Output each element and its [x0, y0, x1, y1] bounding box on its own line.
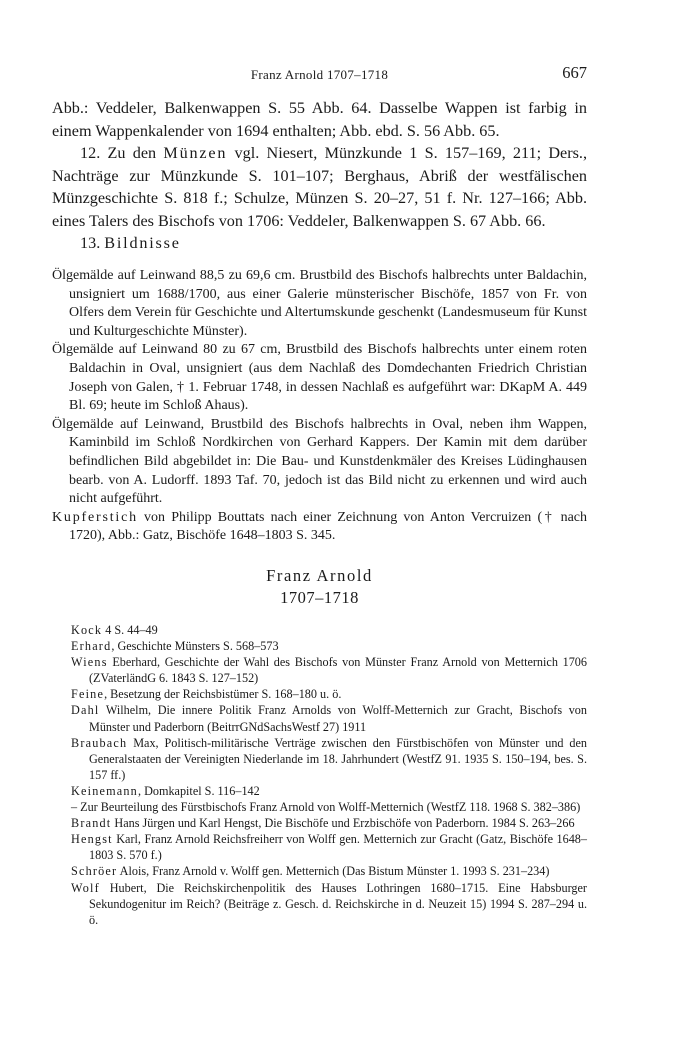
portrait-entry: Ölgemälde auf Leinwand, Brustbild des Bischofs halbrechts in Oval, neben ihm Wappen, Kaminbild im Schloß Nordkirchen von Gerhard Kappers. Der Kamin mit dem darüber befindlichen Bild abgebildet in: Die Bau- und Kunstdenkmäler des Kreises Lüdinghausen bearb. von A. Ludorff. 1893 Taf. 70, jedoch ist das Bild nicht zu erkennen und wird auch nicht aufgeführt. — [52, 416, 587, 507]
bibliography-entry — [71, 702, 587, 734]
bib-text: – Zur Beurteilung des Fürstbischofs Franz Arnold von Wolff-Metternich (WestfZ 118. 1968 S. 382–386) — [71, 800, 581, 815]
bib-author: Feine — [71, 687, 105, 702]
page-header — [52, 63, 587, 87]
bib-text: Wilhelm, Die innere Politik Franz Arnolds von Wolff-Metternich zur Gracht, Bischofs von Münster und Paderborn (BeitrrGNdSachsWestf 27) 1911 — [89, 703, 587, 734]
bibliography-entry — [71, 735, 587, 783]
bibliography-list — [71, 622, 587, 928]
bib-text: Alois, Franz Arnold v. Wolff gen. Metternich (Das Bistum Münster 1. 1993 S. 231–234) — [117, 864, 550, 879]
coins-paragraph — [52, 142, 587, 232]
bibliography-entry — [71, 638, 587, 654]
bibliography-entry — [71, 863, 587, 879]
bibliography-entry — [71, 815, 587, 831]
bibliography-entry — [71, 686, 587, 702]
coins-number: 12. Zu den — [80, 144, 164, 162]
engraving-keyword: Kupferstich — [52, 509, 138, 525]
page-number: 667 — [562, 63, 587, 82]
bib-author: Dahl — [71, 703, 100, 718]
section-years: 1707–1718 — [280, 588, 359, 607]
bib-text: Eberhard, Geschichte der Wahl des Bischofs von Münster Franz Arnold von Metternich 1706 (ZVaterländG 6. 1843 S. 127–152) — [89, 655, 587, 686]
bib-text: , Besetzung der Reichsbistümer S. 168–180 u. ö. — [104, 687, 342, 702]
section-title: Franz Arnold — [266, 566, 373, 585]
bib-text: Hans Jürgen und Karl Hengst, Die Bischöfe und Erzbischöfe von Paderborn. 1984 S. 263–266 — [111, 816, 575, 831]
bibliography-entry — [71, 880, 587, 928]
bib-author: Kock — [71, 623, 103, 637]
bibliography-entry — [71, 799, 587, 815]
bibliography-entry — [71, 654, 587, 686]
portraits-heading-number: 13. — [80, 234, 105, 252]
bib-author: Wolf — [71, 880, 100, 895]
bib-text: , Domkapitel S. 116–142 — [137, 783, 260, 798]
bib-text: , Geschichte Münsters S. 568–573 — [111, 639, 279, 654]
bib-author: Keinemann — [71, 783, 138, 798]
bib-text: Max, Politisch-militärische Verträge zwischen den Fürstbischöfen von Münster und den Generalstaaten der Vereinigten Niederlande im 18. Jahrhundert (WestfZ 91. 1935 S. 150–194, bes. S. 157 ff.) — [89, 735, 587, 782]
bib-author: Hengst — [71, 832, 113, 847]
portrait-entry: Ölgemälde auf Leinwand 80 zu 67 cm, Brustbild des Bischofs halbrechts unter einem roten Baldachin in Oval, unsigniert (aus dem Nachlaß des Domdechanten Friedrich Christian Joseph von Galen, † 1. Februar 1748, in dessen Nachlaß es aufgeführt war: DKapM A. 449 Bl. 69; heute im Schloß Ahaus). — [52, 342, 587, 414]
main-text — [52, 97, 587, 255]
engraving-text: von Philipp Bouttats nach einer Zeichnung von Anton Vercruizen († nach 1720), Abb.: Gatz, Bischöfe 1648–1803 S. 345. — [69, 509, 587, 544]
intro-paragraph: Abb.: Veddeler, Balkenwappen S. 55 Abb. 64. Dasselbe Wappen ist farbig in einem Wappenkalender von 1694 enthalten; Abb. ebd. S. 56 Abb. 65. — [52, 99, 587, 140]
bib-text: Hubert, Die Reichskirchenpolitik des Hauses Lothringen 1680–1715. Eine Habsburger Sekundogenitur im Reich? (Beiträge z. Gesch. d. Reichskirche in d. Neuzeit 15) 1994 S. 287–294 u. ö. — [89, 880, 587, 927]
bib-text: 4 S. 44–49 — [102, 623, 158, 637]
coins-keyword: Münzen — [163, 144, 228, 162]
engraving-entry — [52, 509, 587, 546]
portraits-list — [52, 267, 587, 546]
bib-author: Schröer — [71, 864, 118, 879]
portraits-heading — [52, 232, 587, 255]
coins-text: vgl. Niesert, Münzkunde 1 S. 157–169, 211; Ders., Nachträge zur Münzkunde S. 101–107; Berghaus, Abriß der westfälischen Münzgeschichte S. 818 f.; Schulze, Münzen S. 20–27, 51 f. Nr. 127–166; Abb. eines Talers des Bischofs von 1706: Veddeler, Balkenwappen S. 67 Abb. 66. — [52, 144, 588, 230]
bibliography-entry — [71, 622, 587, 638]
section-title-block — [52, 565, 587, 609]
portraits-heading-keyword: Bildnisse — [104, 234, 181, 252]
portrait-entry: Ölgemälde auf Leinwand 88,5 zu 69,6 cm. Brustbild des Bischofs halbrechts unter Baldachin, unsigniert um 1688/1700, aus einer Galerie münsterischer Bischöfe, 1857 von Fr. von Olfers dem Verein für Geschichte und Altertumskunde geschenkt (Landesmuseum für Kunst und Kulturgeschichte Münster). — [52, 268, 587, 339]
bibliography-entry — [71, 783, 587, 799]
bib-author: Wiens — [71, 655, 108, 670]
bib-author: Brandt — [71, 816, 112, 831]
bibliography-entry — [71, 831, 587, 863]
bib-author: Erhard — [71, 639, 112, 654]
bib-text: Karl, Franz Arnold Reichsfreiherr von Wolff gen. Metternich zur Gracht (Gatz, Bischöfe 1648–1803 S. 570 f.) — [89, 832, 587, 863]
bib-author: Braubach — [71, 735, 128, 750]
running-head: Franz Arnold 1707–1718 — [250, 67, 389, 82]
